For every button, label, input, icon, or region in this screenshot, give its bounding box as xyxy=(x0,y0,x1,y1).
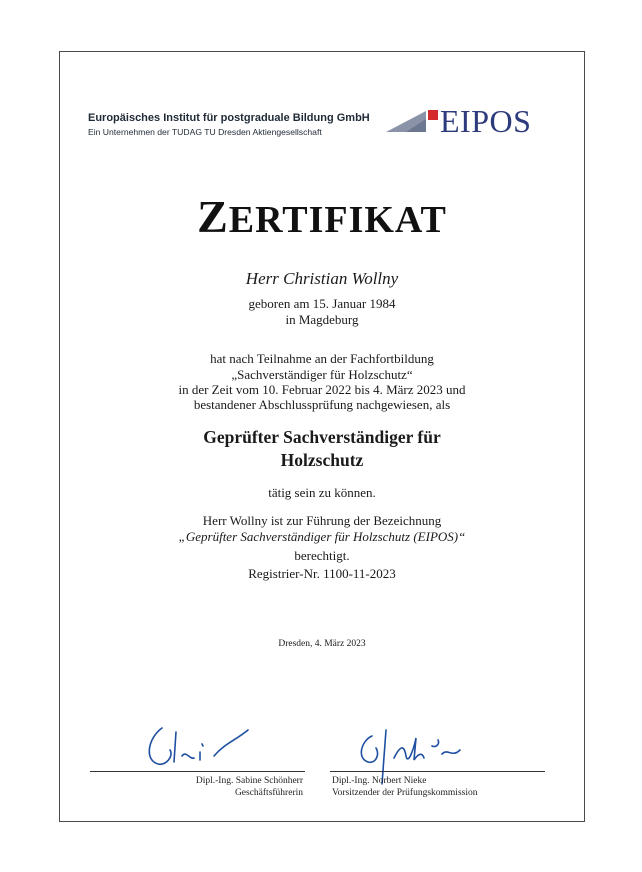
signatory-right-name: Dipl.-Ing. Norbert Nieke xyxy=(332,776,427,786)
certificate-title xyxy=(59,192,585,245)
birth-date: geboren am 15. Januar 1984 xyxy=(248,296,396,311)
signature-line-right xyxy=(330,771,545,772)
entitle-line-2: „Geprüfter Sachverständiger für Holzschutz (EIPOS)“ xyxy=(178,529,466,544)
signatory-left-role: Geschäftsführerin xyxy=(234,788,303,798)
signature-left-icon xyxy=(140,716,270,774)
signatory-left-name: Dipl.-Ing. Sabine Schönherr xyxy=(195,776,303,786)
body-line-1: hat nach Teilnahme an der Fachfortbildung xyxy=(210,351,434,366)
body-line-2: „Sachverständiger für Holzschutz“ xyxy=(231,367,413,382)
institute-subtitle: Ein Unternehmen der TUDAG TU Dresden Aktiengesellschaft xyxy=(88,127,322,137)
body-line-3: in der Zeit vom 10. Februar 2022 bis 4. März 2023 und xyxy=(178,382,466,397)
body-line-4: bestandener Abschlussprüfung nachgewiesen, als xyxy=(193,397,451,412)
signatory-right-role: Vorsitzender der Prüfungskommission xyxy=(332,788,478,798)
place-date: Dresden, 4. März 2023 xyxy=(278,639,366,649)
qualification-line-1: Geprüfter Sachverständiger für xyxy=(203,427,441,447)
registry-number: Registrier-Nr. 1100-11-2023 xyxy=(248,566,396,581)
institute-name: Europäisches Institut für postgraduale Bildung GmbH xyxy=(88,112,370,124)
entitle-line-1: Herr Wollny ist zur Führung der Bezeichnung xyxy=(202,513,442,528)
recipient-name: Herr Christian Wollny xyxy=(245,269,399,288)
entitle-line-3: berechtigt. xyxy=(294,548,350,563)
qualification-line-2: Holzschutz xyxy=(280,450,364,470)
signature-line-left xyxy=(90,771,305,772)
title-initial: Z xyxy=(197,191,229,242)
title-rest: ERTIFIKAT xyxy=(228,199,447,241)
birth-place: in Magdeburg xyxy=(285,312,359,327)
eipos-logo-text: EIPOS xyxy=(440,103,532,139)
active-line: tätig sein zu können. xyxy=(268,485,376,500)
